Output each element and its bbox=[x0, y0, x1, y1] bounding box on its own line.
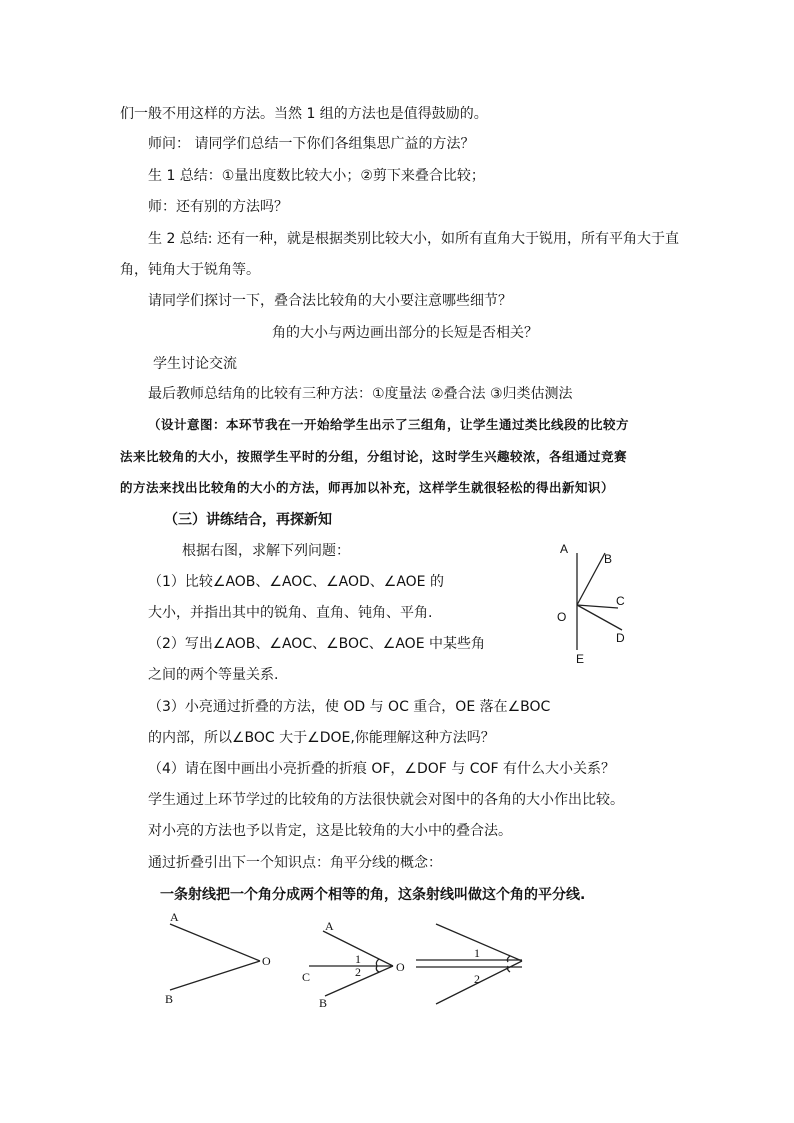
exercise-q1-b: 大小，并指出其中的锐角、直角、钝角、平角. bbox=[148, 605, 433, 621]
fig2-label-B: B bbox=[319, 996, 328, 1010]
fig1-label-O: O bbox=[262, 954, 271, 968]
text-line-6: 角，钝角大于锐角等。 bbox=[120, 262, 260, 278]
label-B: B bbox=[604, 552, 613, 566]
text-line-2: 师问： 请同学们总结一下你们各组集思广益的方法？ bbox=[148, 136, 475, 152]
exercise-q2-a: （2）写出∠AOB、∠AOC、∠BOC、∠AOE 中某些角 bbox=[148, 636, 485, 652]
fig3-angle-2: 2 bbox=[474, 972, 480, 986]
angle-figure-2 bbox=[295, 910, 415, 1010]
design-note-line-3: 的方法来找出比较角的大小的方法，师再加以补充，这样学生就很轻松的得出新知识） bbox=[120, 480, 615, 495]
text-line-7: 请同学们探讨一下，叠合法比较角的大小要注意哪些细节？ bbox=[148, 293, 512, 309]
exercise-q1-a: （1）比较∠AOB、∠AOC、∠AOD、∠AOE 的 bbox=[148, 574, 444, 590]
exercise-q3-b: 的内部，所以∠BOC 大于∠DOE,你能理解这种方法吗？ bbox=[148, 730, 495, 746]
text-line-5: 生 2 总结: 还有一种，就是根据类别比较大小，如所有直角大于锐用，所有平角大于直 bbox=[148, 231, 679, 247]
fig3-angle-1: 1 bbox=[474, 946, 480, 960]
rays-figure bbox=[540, 538, 640, 668]
text-line-1: 们一般不用这样的方法。当然 1 组的方法也是值得鼓励的。 bbox=[120, 106, 488, 122]
fig1-label-A: A bbox=[170, 910, 179, 924]
angle-figure-3 bbox=[410, 915, 530, 1010]
text-line-8: 角的大小与两边画出部分的长短是否相关？ bbox=[272, 325, 538, 341]
fig2-angle-2: 2 bbox=[355, 965, 361, 979]
fig2-label-C: C bbox=[302, 970, 311, 984]
text-line-4: 师：还有别的方法吗？ bbox=[148, 199, 288, 215]
fig2-angle-1: 1 bbox=[355, 952, 361, 966]
text-line-3: 生 1 总结：①量出度数比较大小；②剪下来叠合比较； bbox=[148, 168, 485, 184]
exercise-q3-a: （3）小亮通过折叠的方法，使 OD 与 OC 重合，OE 落在∠BOC bbox=[148, 699, 551, 715]
bisector-definition: 一条射线把一个角分成两个相等的角，这条射线叫做这个角的平分线. bbox=[160, 887, 586, 903]
exercise-q4: （4）请在图中画出小亮折叠的折痕 OF，∠DOF 与 COF 有什么大小关系？ bbox=[148, 761, 616, 777]
fig2-label-O: O bbox=[396, 960, 405, 974]
text-line-9: 学生讨论交流 bbox=[153, 356, 237, 372]
exercise-summary-2: 对小亮的方法也予以肯定，这是比较角的大小中的叠合法。 bbox=[148, 823, 512, 839]
design-note-line-2: 法来比较角的大小，按照学生平时的分组，分组讨论，这时学生兴趣较浓，各组通过竞赛 bbox=[120, 449, 628, 464]
exercise-summary-3: 通过折叠引出下一个知识点：角平分线的概念： bbox=[148, 855, 442, 871]
exercise-summary-1: 学生通过上环节学过的比较角的方法很快就会对图中的各角的大小作出比较。 bbox=[148, 792, 624, 808]
fig2-label-A: A bbox=[325, 919, 334, 933]
design-note-line-1: （设计意图：本环节我在一开始给学生出示了三组角，让学生通过类比线段的比较方 bbox=[148, 417, 630, 432]
text-line-10: 最后教师总结角的比较有三种方法：①度量法 ②叠合法 ③归类估测法 bbox=[148, 386, 573, 402]
exercise-q2-b: 之间的两个等量关系. bbox=[148, 667, 279, 683]
label-D: D bbox=[616, 631, 625, 645]
angle-figure-1 bbox=[160, 905, 280, 1010]
label-O: O bbox=[557, 610, 567, 624]
label-C: C bbox=[616, 594, 625, 608]
exercise-intro: 根据右图，求解下列问题： bbox=[182, 543, 350, 559]
label-E: E bbox=[576, 652, 585, 666]
section-heading: （三）讲练结合，再探新知 bbox=[164, 512, 332, 528]
fig1-label-B: B bbox=[165, 992, 174, 1006]
label-A: A bbox=[560, 542, 569, 556]
